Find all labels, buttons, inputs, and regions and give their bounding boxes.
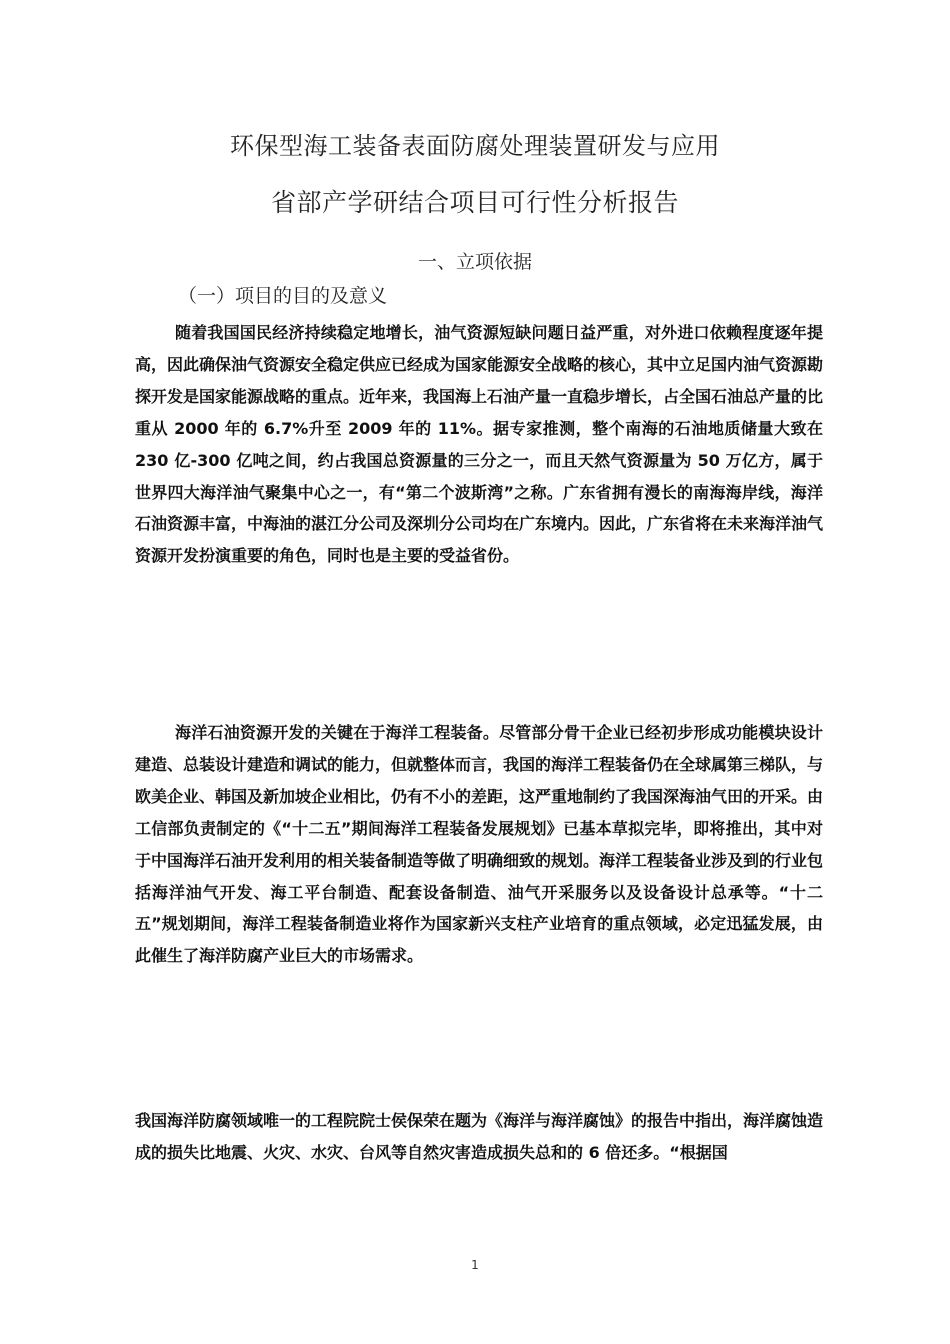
document-subtitle: 省部产学研结合项目可行性分析报告 — [270, 188, 679, 217]
section-heading: 一、立项依据 — [417, 251, 532, 273]
paragraph-2: 海洋石油资源开发的关键在于海洋工程装备。尽管部分骨干企业已经初步形成功能模块设计建造、总装设计建造和调试的能力，但就整体而言，我国的海洋工程装备仍在全球属第三梯队，与欧美企业、韩国及新加坡企业相比，仍有不小的差距，这严重地制约了我国深海油气田的开采。由工信部负责制定的《“十二五”期间海洋工程装备发展规划》已基本草拟完毕，即将推出，其中对于中国海洋石油开发利用的相关装备制造等做了明确细致的规划。海洋工程装备业涉及到的行业包括海洋油气开发、海工平台制造、配套设备制造、油气开采服务以及设备设计总承等。“十二五”规划期间，海洋工程装备制造业将作为国家新兴支柱产业培育的重点领域，必定迅猛发展，由此催生了海洋防腐产业巨大的市场需求。 — [135, 723, 824, 966]
document-title: 环保型海工装备表面防腐处理装置研发与应用 — [230, 132, 720, 160]
page-number: 1 — [471, 1258, 479, 1272]
paragraph-1: 随着我国国民经济持续稳定地增长，油气资源短缺问题日益严重，对外进口依赖程度逐年提高，因此确保油气资源安全稳定供应已经成为国家能源安全战略的核心，其中立足国内油气资源勘探开发是国家能源战略的重点。近年来，我国海上石油产量一直稳步增长，占全国石油总产量的比重从 2000 年的 6.7%升至 2009 年的 11%。据专家推测，整个南海的石油地质储量大致在 230 亿-300 亿吨之间，约占我国总资源量的三分之一，而且天然气资源量为 50 万亿方，属于世界四大海洋油气聚集中心之一，有“第二个波斯湾”之称。广东省拥有漫长的南海海岸线，海洋石油资源丰富，中海油的湛江分公司及深圳分公司均在广东境内。因此，广东省将在未来海洋油气资源开发扮演重要的角色，同时也是主要的受益省份。 — [135, 323, 824, 566]
subsection-heading: （一）项目的目的及意义 — [178, 285, 388, 307]
paragraph-3: 我国海洋防腐领域唯一的工程院院士侯保荣在题为《海洋与海洋腐蚀》的报告中指出，海洋腐蚀造成的损失比地震、火灾、水灾、台风等自然灾害造成损失总和的 6 倍还多。“根据国 — [135, 1111, 824, 1162]
